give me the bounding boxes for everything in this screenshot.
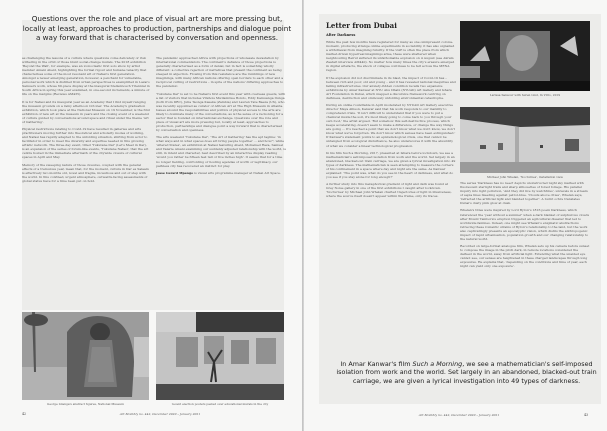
photo-caption: recent election posters pasted over educational murals in the city <box>171 402 269 406</box>
paragraph: Recorded on large-format analogue film, Whelan sets up his camera before sunset to compose the image in the pitch dark, in remote locations considered the darkest in the world, away from artificial light. Extending what the unaided eye cannot see, our senses are heightened in these charged landscapes through long exposures. He explains that, 'depending on the conditions and time of year, each night can yield only one exposure'. <box>460 244 590 269</box>
text-column-2 <box>156 56 286 178</box>
article-subtitle: After Darkness <box>326 33 356 37</box>
sculpture-image <box>22 312 149 400</box>
pull-quote-text: In Amar Kanwar's film <box>340 360 413 368</box>
film-still-image <box>460 21 590 91</box>
left-page <box>0 0 303 431</box>
pull-quote-text: , we see a mathematician's self-imposed isolation from work and the world. Set largely in an abandoned, blacked-out train carriage, we are given a lyrical investigation into 49 types of darkness. <box>336 360 597 385</box>
paragraph: 'Tukutane Dar' is set to be Nafasi's first event this year with overseas guests, with a list of visitors that includes Vitshois Mwilambwe Bondo, Eddy Kamuanga Ilunga (both from DRC), Julia Taonga Kaseka (Zambia) and Lauren Tate Baeza (US), who was recently appointed as curator of African Art at The High Museum in Atlanta. Issues around the responsibilities and politics of physical access to the arts are likely to dominate many of the conversations, as is the sense of a reckoning for a sector that is founded on international exchange. Questions over the role and place of visual art are more pressing but, locally at least, approaches to production, partnerships and dialogue point a way forward that is characterised by conversation and openness. <box>156 91 286 132</box>
photo-election-posters <box>156 312 284 400</box>
paragraph: In his film Such a Morning, 2017, presented at Ishara before lockdown, we see a mathematician's self-imposed isolation from work and the world. Set largely in an abandoned, blacked-out train carriage, we are given a lyrical investigation into 49 types of darkness. The mathematician is seen attempting to measure the corners of his confinement in a space where day and night are the same. As Kanwar explained: 'The point was, what do you see in the heart of darkness, and what do you see if you stay alone for long enough?' <box>326 150 456 180</box>
paragraph: During an online roundtable in April moderated by NYUAD Art Gallery executive director Maya Allison, Kanwar said that his work responds to our inability to comprehend crisis. 'It isn't difficult to understand that if you were to put a chemical inside the soil, it's most likely going to come back to you through your own food,' the artist argued. 'But somehow this self-destructive process, which keeps accelerating, doesn't seem to make a difference, or change the way things are going … It's reached a point that we don't know what we don't know, we don't know what we've forgotten. We don't know which senses have been extinguished.' If Kanwar's statement points to an epistemological crisis, one that cannot be untangled from ecological disturbance, he also underscores it with the absurdity of what we consider a linear technological progression. <box>326 103 456 148</box>
photo-lilanga-figures <box>22 312 149 400</box>
photo-caption: Larissa Sansour with Søren Lind, In Vitro, 2019 <box>489 93 561 97</box>
paragraph: Whelan's titles were inspired by Lord Byron's 1816 poem Darkness, which referenced the 'year without a summer' when a dark blanket of sulphurous clouds after Mount Tambora's eruption triggered an agricultural disaster that led to worldwide famines. Indeed, one might see Whelan's enigmatic abstractions retracing these romantic strains of Byron's relationship to the land, but the work also captivatingly presents an apocalyptic vision, which distils the anthropogenic impact of rapid urbanisation, population growth and our changing relationship to the natural world. <box>460 208 590 241</box>
author-bio-text: is visual arts programme manager at Nafasi Art Space. <box>193 170 281 175</box>
author-name: Jesse Gerard Mpango <box>156 170 194 175</box>
photo-nocturnes-installation <box>460 107 590 173</box>
text-column-2 <box>460 181 590 272</box>
paragraph: Memory of the sweeping nature of those closures, coupled with the general effects of a tremulous year, mean that, for the moment, culture in Dar es Salaam is effectively two months old, novel and fragile, incautious and out of step with the world. In this confined, urgent atmosphere, outwards-facing assessments of global status have for a time been put on hold. <box>22 162 149 183</box>
paragraph: It is for Nafasi and its inaugural year as an Academy that I find myself ranging the museum grounds on a rainy afternoon October. The Academy's graduation exhibition, which took place at the National Museum on 19 November, is the first exhibition of new art at the museum in years and the closing event of a weekend of culture guided by conversations around space and ritual under the theme 'Art of Gathering'. <box>22 99 150 124</box>
gallery-image <box>460 107 590 173</box>
paragraph: If the explosion did not discriminate in its blast, the impact of Covid-19 has – between rich and poor, old and young – and it has revealed national inequities and failing infrastructures. Our anxiety-ridden condition recalls two expansive exhibitions by Amar Kanwar at NYU Abu Dhabi (NYUAD) Art Gallery and Ishara Art Foundation in Dubai, which mapped a discursive framework centring on darkness, destruction and ominously unfolding environmental catastrophe. <box>326 75 456 100</box>
pull-quote: Questions over the role and place of visual art are more pressing but, locally at least, approaches to production, partnerships and dialogue point a way forward that is characterised by conversation and openness. <box>22 14 292 43</box>
page-footer: Art Monthly no. 442, December 2020 – January 2021 <box>119 412 201 416</box>
page-number: 42 <box>22 412 27 416</box>
paragraph: Physical restrictions relating to Covid-19 have resulted in galleries and arts practitioners moving further into theoretical and scholarly modes of working, and Nafasi has rapidly adapted to the unfolding situation, shifting from actor to facilitator in order to meet the diversity and expertise needed in this growing artistic network. The three-day event, titled 'Tukutane Dar' (Let's Meet in Dar), is an expansion of the series of forum-like events, 'Tukutane Nafasi', that the art centre hosted in the immediate aftermath of the citywide closure of cultural spaces in April and May. <box>22 127 149 160</box>
text-column-1 <box>326 40 456 202</box>
article-title: Letter from Dubai <box>326 21 397 30</box>
paragraph: The pandemic approached Africa with projections of wholesale devastation by international commentators. The continent's defiance of those projections is generally characterised as a form of denial, but in fact is something wholly different: a collective rejection of narratives that present the continent as being steeped in abjection. Flowing from this resistance are the rumblings of new imaginings, with many African nations offering open borders to each other and a reciprocal cutting of restrictions – in spite of the nations' differing approaches to the pandemic. <box>156 56 284 89</box>
right-page <box>304 0 607 431</box>
paragraph: A further study into this metaphorical gradient of light and dark was found at Grey Noise gallery in one of the first exhibitions I caught after lockdown. 'Nocturnes' by Michael John Whelan charted trajectories of light in illusiveness, where the source itself doesn't appear within the frame, only its traces. <box>326 182 452 199</box>
paragraph: The arts weekend 'Tukutane Dar', 'The Art of Gathering' has the apt tagline: 'in what ways and in what spaces does art bring people together … and how?', while 'Altered States', an exhibition at Nafasi featuring Abeid, Mohamed Raza, Samuel and Valerie Amani examining our suddenly adjusted relationship with the world, is still, in intent and character, best described by an interactive display reading 'would you rather be fifteen feet tall or five inches high'. It seems that for a time no longer fielding, confronting or hosting agendas of worth or legitimacy, our parkless city has recovered an instinct for play. <box>156 135 286 168</box>
photo-in-vitro <box>460 21 590 91</box>
film-title: Such a Morning <box>412 360 463 368</box>
page-number: 43 <box>584 413 589 417</box>
text-column-1 <box>22 56 150 186</box>
author-bio <box>156 171 286 175</box>
pull-quote <box>334 360 599 385</box>
paragraph: as challenging the lessons of a culture where questions come delicately or risk withering in the orbit of those blunt social-change murals. The 2018 exhibition 'Beyond the Wall', for example, was an iconoclastic first solo show by artist member Amani Abeid, highlighting the formal rigour and humane tenacity that characterises some of the most resonant art of Nafasi's first generation. Amongst a newer emerging generation, however, a penchant for vulnerable, personal work which is distilled from urban perspectives is exemplified in Lazaro Samuel's work, whose 60-piece display at the inaugural Stellenbosch Triennial in South Africa in spring this year examined, in one-second increments, a minute of life on the margins (Reviews AM435). <box>22 56 150 97</box>
photo-caption: George Lilanga's abstract figures, National Museum <box>47 402 124 406</box>
paragraph: The series 'Darkness has no need' depicts unobstructed night sky marked with fluorescent starlight trails and sharp silhouettes of forest foliage. His parallel inquiry into light pollution, 'And they did live by watchfires', unravels in a stream of sepia lines bleeding against petrol-blue. 'Clouds above cities', Whelan says, 'refracted the artificial light and blended together'. A burnt ochre translates Dubai's dusty pink glow at dusk. <box>460 181 588 206</box>
mural-image <box>156 312 284 400</box>
paragraph: While the past few months have registered for many as one omnipresent corona-moment, producing strange online experiments in sociability, it has also signalled a withdrawal from imagining futurity. If the UAE is often the place from which market-driven hyperreal imaginings arise, these were shattered when neighbouring Beirut suffered its unfathomable explosion on 4 August (see Akram Zaatari interview AM440). No matter how many times the city's erasure emerged in digital artefacts, the shock of collapse continues to be felt across the MENA region. <box>326 40 455 73</box>
page-footer: Art Monthly no. 442, December 2020 – January 2021 <box>418 413 500 417</box>
photo-caption: Michael John Whelan, 'Nocturnes', installation view <box>487 175 563 179</box>
